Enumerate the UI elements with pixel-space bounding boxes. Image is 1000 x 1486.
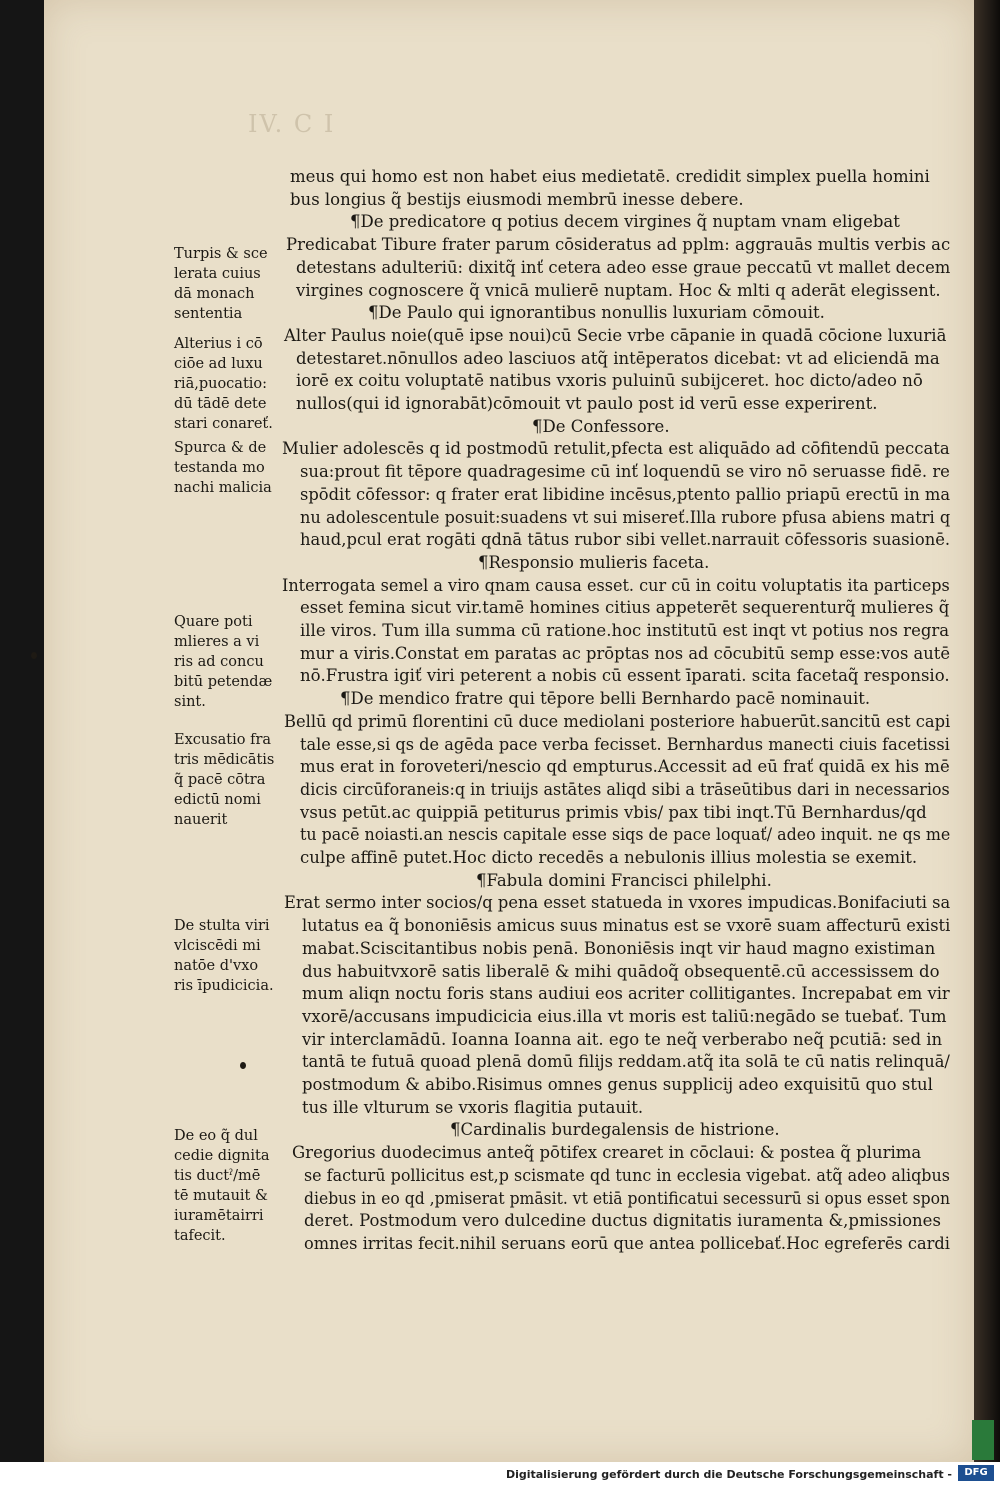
color-reference-strip xyxy=(972,1420,994,1460)
section-heading: ¶De predicatore q potius decem virgines q̃ nuptam vnam eligebat xyxy=(350,212,900,232)
margin-note-line: Excusatio fra xyxy=(174,732,272,748)
margin-note-line: cedie dignita xyxy=(174,1148,270,1164)
ink-spot xyxy=(240,1062,246,1069)
margin-note-line: tris mēdicātis xyxy=(174,752,275,768)
margin-note-line: testanda mo xyxy=(174,460,265,476)
margin-note-line: tis ductˀ/mē xyxy=(174,1168,261,1184)
text-line: vir interclamādū. Ioanna Ioanna ait. ego te neq̃ verberabo neq̃ pcutiā: sed in xyxy=(302,1029,943,1049)
section-heading: ¶De mendico fratre qui tēpore belli Bernhardo pacē nominauit. xyxy=(340,689,871,709)
text-line: mur a viris.Constat em paratas ac prōptas nos ad cōcubitū semp esse:vos autē xyxy=(300,643,950,663)
margin-note-line: Quare poti xyxy=(174,614,253,630)
margin-note xyxy=(174,916,284,996)
margin-note-line: ris ad concu xyxy=(174,654,264,670)
text-line: spōdit cōfessor: q frater erat libidine incēsus,ptento pallio priapū erectū in ma xyxy=(300,484,951,504)
faint-page-header: IV. C I xyxy=(248,110,336,138)
text-line: meus qui homo est non habet eius medietatē. credidit simplex puella homini xyxy=(290,167,930,186)
text-line: mum aliqn noctu foris stans audiui eos acriter collitigantes. Increpabat em vir xyxy=(302,984,950,1004)
text-line: nō.Frustra igiť viri peterent a nobis cū essent īparati. scita facetaq̃ responsio. xyxy=(300,666,950,686)
margin-note-line: nachi malicia xyxy=(174,480,272,496)
footer-credit: Digitalisierung gefördert durch die Deutsche Forschungsgemeinschaft - xyxy=(505,1468,952,1481)
text-line: bus longius q̃ bestijs eiusmodi membrū inesse debere. xyxy=(290,189,744,209)
margin-note-line: ciōe ad luxu xyxy=(174,356,263,372)
section-heading: ¶De Paulo qui ignorantibus nonullis luxuriam cōmouit. xyxy=(368,303,825,323)
text-line: vxorē/accusans impudicicia eius.illa vt moris est taliū:negādo se tuebať. Tum xyxy=(302,1006,947,1026)
text-line: tus ille vlturum se vxoris flagitia putauit. xyxy=(302,1097,644,1117)
text-line: detestaret.nōnullos adeo lasciuos atq̃ intēperatos dicebat: vt ad eliciendā ma xyxy=(296,348,940,368)
text-line: dus habuitvxorē satis liberalē & mihi quādoq̃ obsequentē.cū accessissem do xyxy=(302,961,940,981)
margin-note-line: q̃ pacē cōtra xyxy=(174,772,266,788)
text-line: tale esse,si qs de agēda pace verba fecisset. Bernhardus manecti ciuis facetissi xyxy=(300,734,950,754)
dfg-logo: DFG xyxy=(958,1465,994,1481)
text-line: Interrogata semel a viro qnam causa esset. cur cū in coitu voluptatis ita particeps xyxy=(282,575,950,595)
margin-note xyxy=(174,334,284,434)
text-line: diebus in eo qd ,pmiserat pmāsit. vt etiā pontificatui secessurū si opus esset spon xyxy=(304,1188,951,1208)
margin-note-line: nauerit xyxy=(174,812,228,828)
margin-note-line: lerata cuius xyxy=(174,266,261,282)
text-line: vsus petūt.ac quippiā petiturus primis vbis/ pax tibi inqt.Tū Bernhardus/qd xyxy=(300,802,927,822)
text-line: haud,pcul erat rogāti qdnā tātus rubor sibi vellet.narrauit cōfessoris suasionē. xyxy=(300,530,951,550)
margin-note-line: sint. xyxy=(174,694,206,710)
margin-note-line: sententia xyxy=(174,306,243,322)
margin-note-line: tē mutauit & xyxy=(174,1188,268,1204)
margin-note-line: natōe d'vxo xyxy=(174,958,259,974)
margin-note xyxy=(174,244,284,324)
margin-note xyxy=(174,1126,284,1246)
text-line: virgines cognoscere q̃ vnicā mulierē nuptam. Hoc & mlti q aderāt elegissent. xyxy=(296,280,941,300)
text-line: omnes irritas fecit.nihil seruans eorū que antea pollicebať.Hoc egreferēs cardi xyxy=(304,1233,950,1253)
margin-note-line: ris īpudicicia. xyxy=(174,978,274,994)
text-line: nu adolescentule posuit:suadens vt sui misereť.Illa rubore pfusa abiens matri q xyxy=(300,507,951,527)
text-line: esset femina sicut vir.tamē homines citius appeterēt sequerenturq̃ mulieres q̃ xyxy=(300,598,950,618)
margin-note-line: De eo q̃ dul xyxy=(174,1128,258,1144)
text-line: sua:prout fit tēpore quadragesime cū inť loquendū se viro nō seruasse fidē. re xyxy=(300,462,950,482)
text-line: iorē ex coitu voluptatē natibus vxoris puluinū subijceret. hoc dicto/adeo nō xyxy=(296,371,923,391)
section-heading: ¶De Confessore. xyxy=(532,416,670,436)
text-line: detestans adulteriū: dixitq̃ inť cetera adeo esse graue peccatū vt mallet decem xyxy=(296,257,951,277)
text-line: tantā te futuā quoad plenā domū filijs reddam.atq̃ ita solā te cū natis relinquā/ xyxy=(302,1052,950,1072)
text-line: deret. Postmodum vero dulcedine ductus dignitatis iuramenta &,pmissiones xyxy=(304,1211,941,1231)
margin-note-line: dā monach xyxy=(174,286,255,302)
margin-note xyxy=(174,730,284,830)
text-line: Erat sermo inter socios/q pena esset statueda in vxores impudicas.Bonifaciuti sa xyxy=(284,893,951,913)
text-line: Bellū qd primū florentini cū duce mediolani posteriore habuerūt.sancitū est capi xyxy=(284,711,951,731)
margin-note-line: De stulta viri xyxy=(174,918,270,934)
margin-note-line: dū tādē dete xyxy=(174,396,267,412)
text-line: Predicabat Tibure frater parum cōsideratus ad pplm: aggrauās multis verbis ac xyxy=(286,235,951,255)
margin-note-line: vlciscēdi mi xyxy=(174,938,261,954)
text-line: se facturū pollicitus est,p scismate qd tunc in ecclesia vigebat. atq̃ adeo aliqbus xyxy=(304,1165,950,1185)
margin-note-line: Turpis & sce xyxy=(174,246,268,262)
text-line: dicis circūforaneis:q in triuijs astātes aliqd sibi a trāseūtibus dari in necessarios xyxy=(300,779,950,799)
text-line: lutatus ea q̃ bononiēsis amicus suus minatus est se vxorē suam affecturū existi xyxy=(302,916,951,936)
margin-note-line: Alterius i cō xyxy=(174,336,263,352)
margin-note-line: tafecit. xyxy=(174,1228,226,1244)
margin-note xyxy=(174,438,284,498)
text-line: mus erat in foroveteri/nescio qd empturus.Accessit ad eū frať quidā ex his mē xyxy=(300,757,950,777)
margin-note-line: Spurca & de xyxy=(174,440,267,456)
text-line: Mulier adolescēs q id postmodū retulit,pfecta est aliquādo ad cōfitendū peccata xyxy=(282,439,950,459)
margin-note-line: iuramētairri xyxy=(174,1208,264,1224)
text-line: Gregorius duodecimus anteq̃ pōtifex crearet in cōclaui: & postea q̃ plurima xyxy=(292,1143,922,1163)
section-heading: ¶Responsio mulieris faceta. xyxy=(478,552,710,572)
text-line: culpe affinē putet.Hoc dicto recedēs a nebulonis illius molestia se exemit. xyxy=(300,848,918,867)
text-line: nullos(qui id ignorabāt)cōmouit vt paulo post id verū esse experirent. xyxy=(296,394,878,413)
margin-note-line: edictū nomi xyxy=(174,792,261,808)
text-line: mabat.Sciscitantibus nobis penā. Bononiēsis inqt vir haud magno existiman xyxy=(302,938,936,958)
section-heading: ¶Cardinalis burdegalensis de histrione. xyxy=(450,1120,780,1140)
text-line: tu pacē noiasti.an nescis capitale esse siqs de pace loquať/ adeo inquit. ne qs me xyxy=(300,825,951,845)
text-line: Alter Paulus noie(quē ipse noui)cū Secie vrbe cāpanie in quadā cōcione luxuriā xyxy=(284,325,947,345)
section-heading: ¶Fabula domini Francisci philelphi. xyxy=(476,870,772,890)
text-line: ille viros. Tum illa summa cū ratione.hoc institutū est inqt vt potius nos regra xyxy=(300,621,950,640)
margin-note-line: riā,puocatio: xyxy=(174,376,268,392)
text-line: postmodum & abibo.Risimus omnes genus supplicij adeo exquisitū quo stul xyxy=(302,1075,933,1094)
page-edge-shadow xyxy=(974,0,1000,1462)
margin-note-line: bitū petendæ xyxy=(174,674,273,690)
margin-note-line: mlieres a vi xyxy=(174,634,260,650)
margin-note-line: stari conareť. xyxy=(174,416,273,432)
margin-note xyxy=(174,612,284,712)
ink-spot xyxy=(31,652,37,659)
